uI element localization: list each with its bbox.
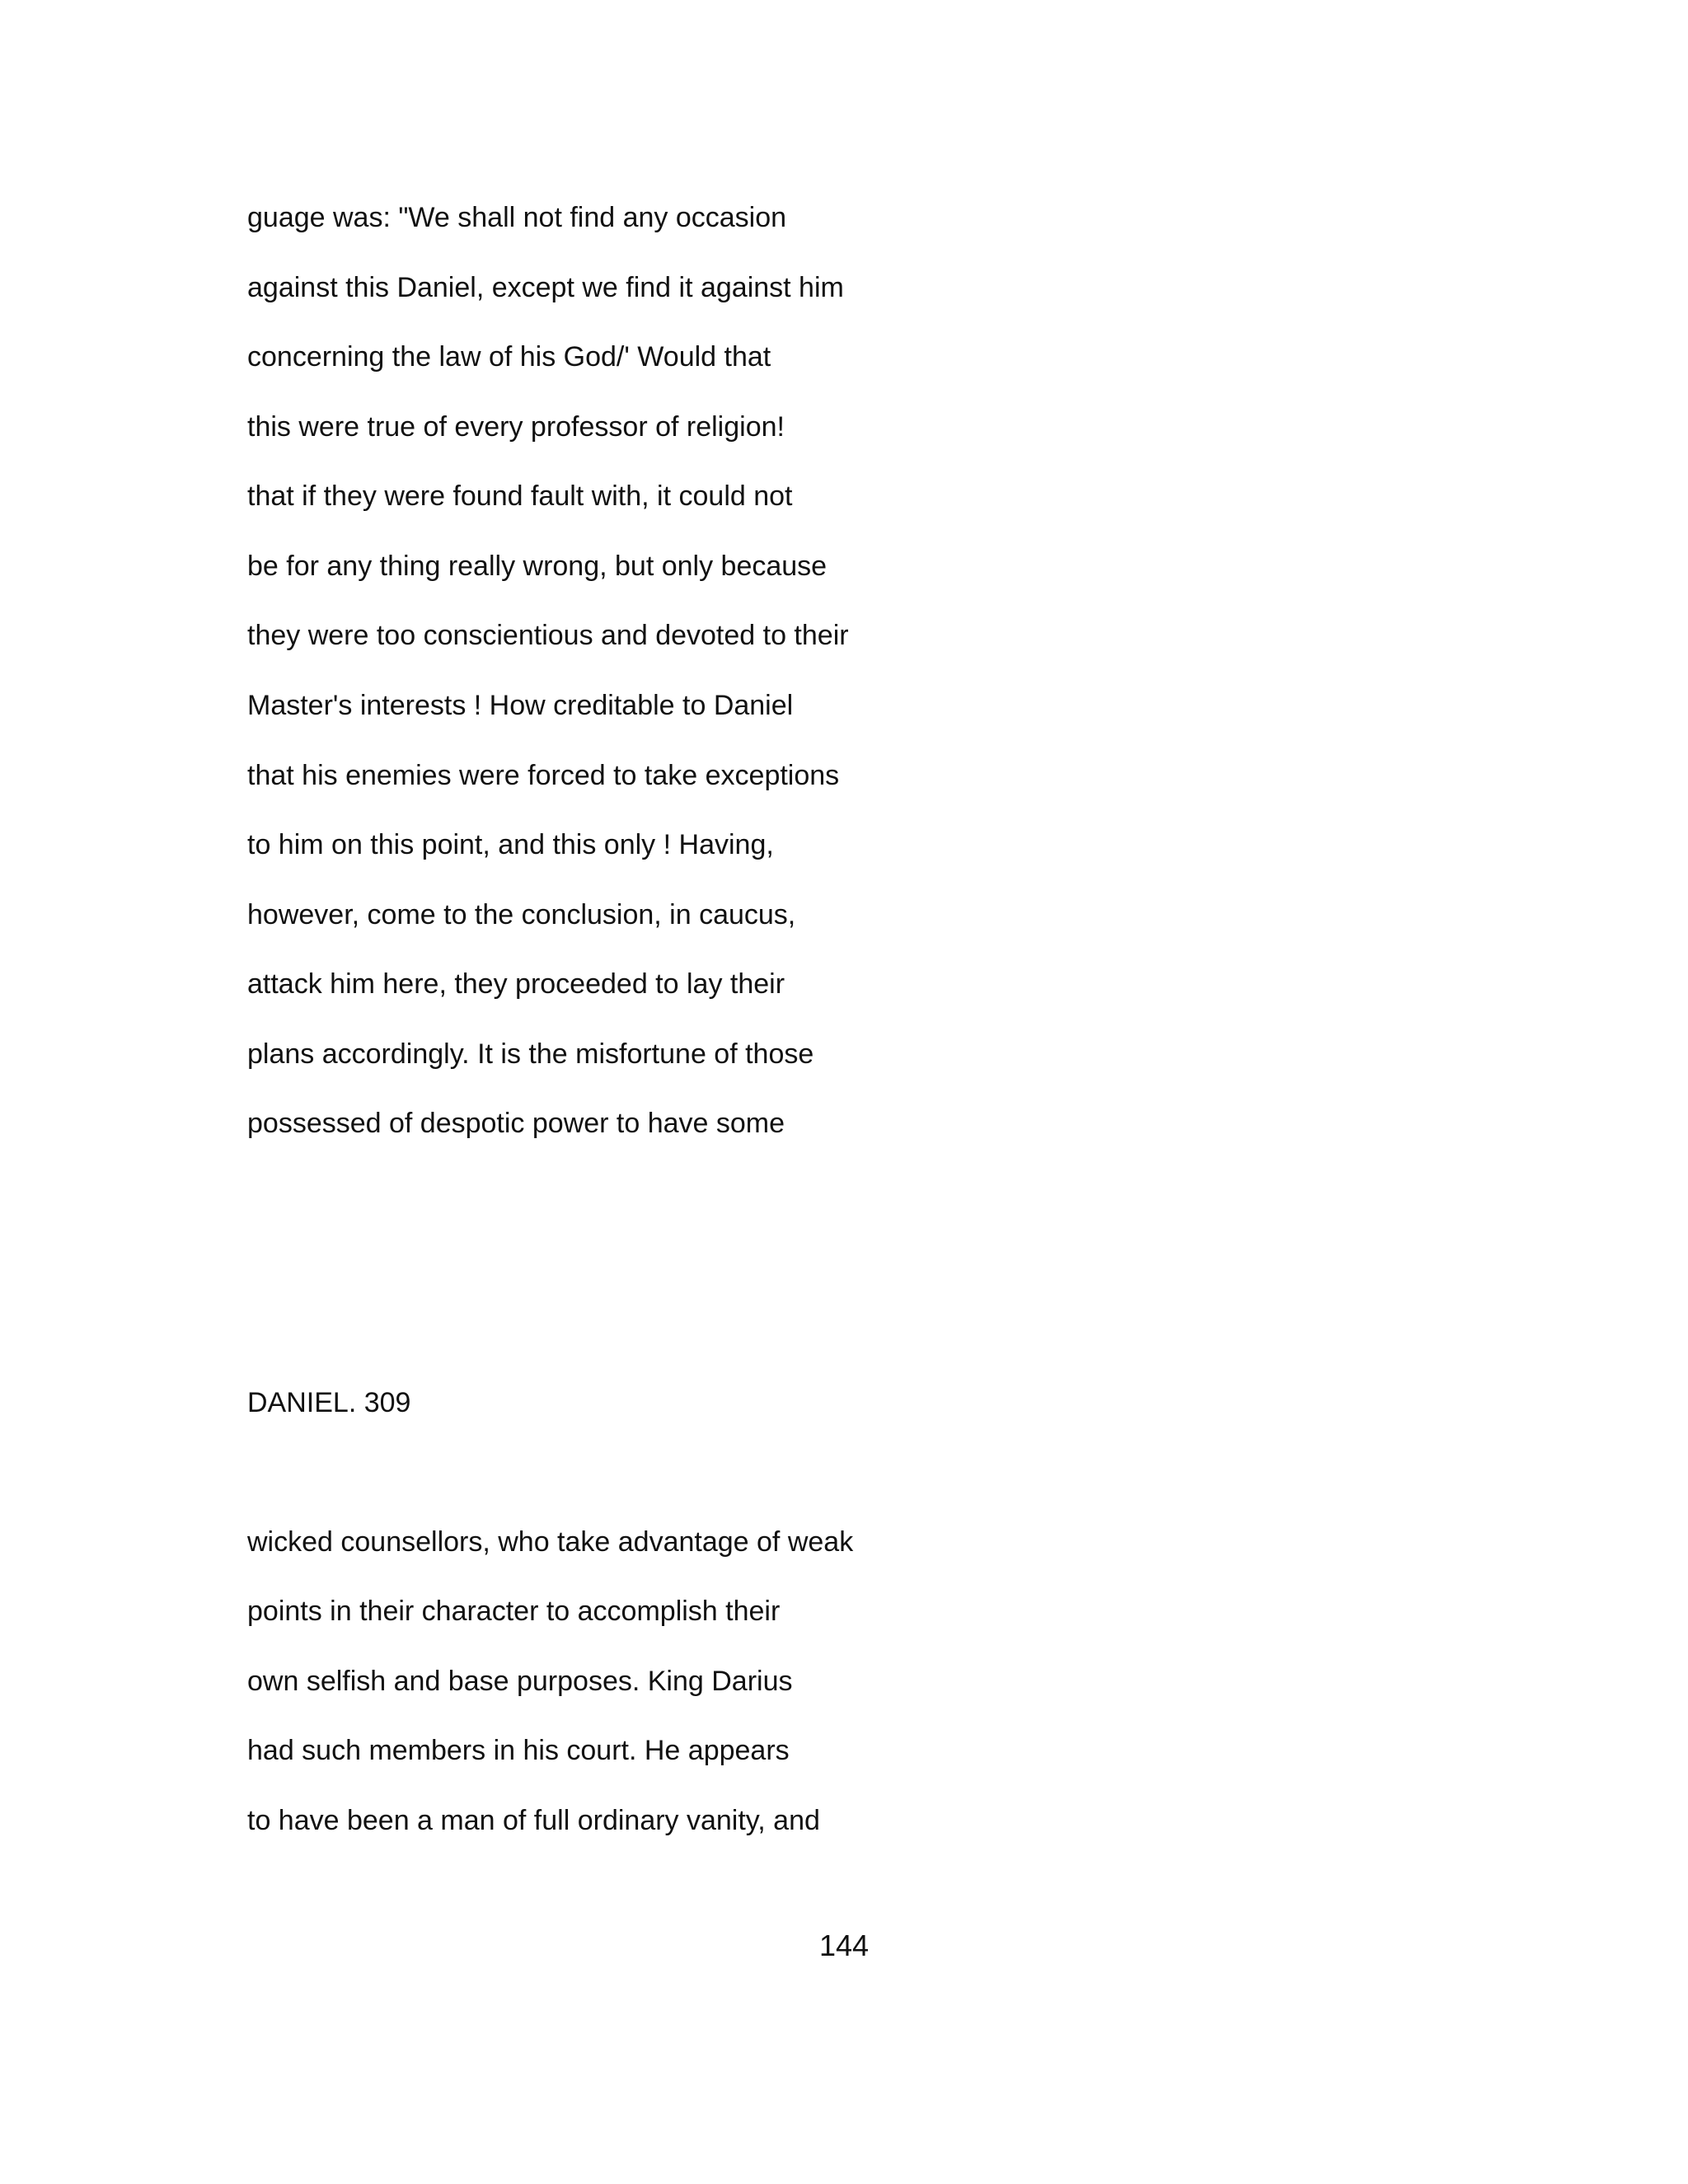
text-line: however, come to the conclusion, in caucus, — [247, 899, 796, 930]
text-line: that his enemies were forced to take exceptions — [247, 760, 840, 791]
text-line: this were true of every professor of religion! — [247, 411, 785, 443]
text-line: possessed of despotic power to have some — [247, 1108, 785, 1139]
text-line: that if they were found fault with, it could not — [247, 480, 793, 512]
text-line: to him on this point, and this only ! Having, — [247, 829, 774, 860]
text-line: wicked counsellors, who take advantage of weak — [247, 1526, 854, 1558]
text-line: had such members in his court. He appears — [247, 1735, 790, 1766]
text-line: guage was: "We shall not find any occasion — [247, 202, 787, 233]
text-line: against this Daniel, except we find it against him — [247, 272, 844, 303]
text-line: own selfish and base purposes. King Darius — [247, 1666, 793, 1697]
text-line: concerning the law of his God/' Would that — [247, 341, 771, 373]
page-number: 144 — [818, 1929, 870, 1962]
running-head: DANIEL. 309 — [247, 1387, 411, 1418]
text-line: Master's interests ! How creditable to Daniel — [247, 690, 794, 721]
text-line: they were too conscientious and devoted to their — [247, 620, 849, 651]
text-line: be for any thing really wrong, but only because — [247, 551, 828, 582]
text-line: plans accordingly. It is the misfortune of those — [247, 1038, 814, 1070]
text-line: points in their character to accomplish their — [247, 1596, 781, 1627]
text-line: to have been a man of full ordinary vanity, and — [247, 1805, 820, 1836]
text-line: attack him here, they proceeded to lay their — [247, 968, 785, 1000]
